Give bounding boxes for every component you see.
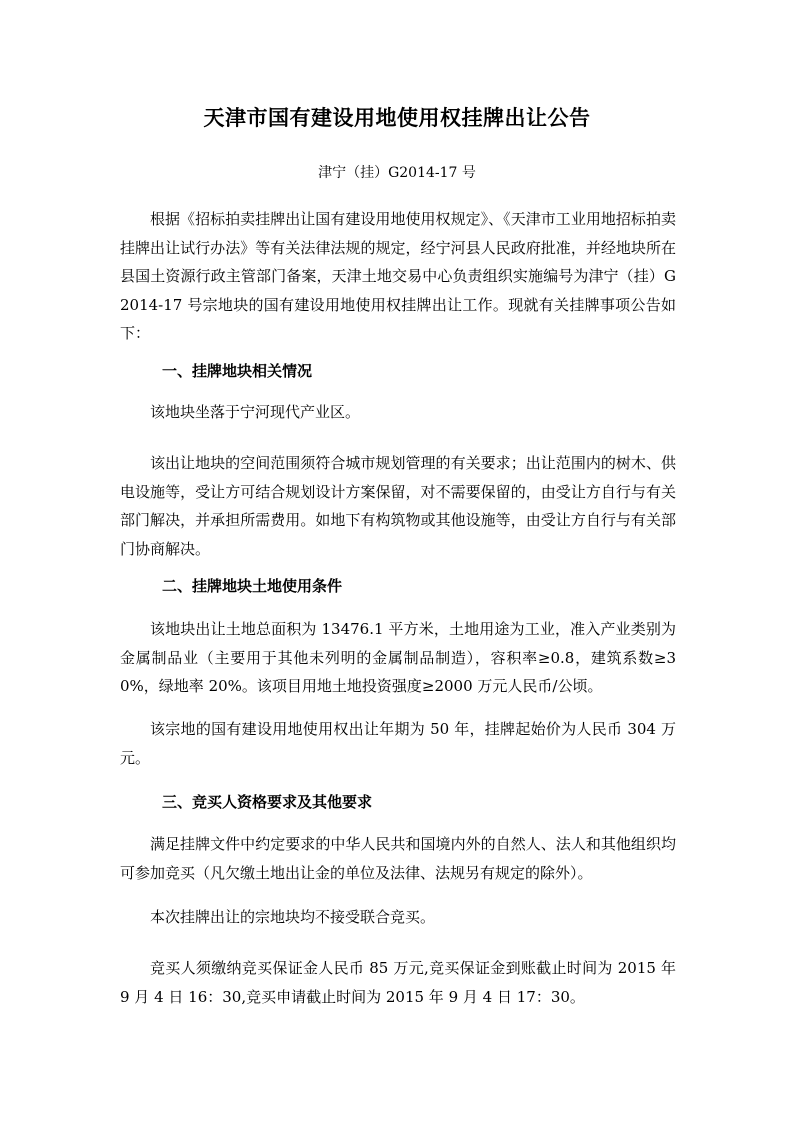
document-number: 津宁（挂）G2014-17 号 [318,165,476,181]
section-3-heading: 三、竞买人资格要求及其他要求 [162,793,373,811]
section-3-paragraph-2: 本次挂牌出让的宗地块均不接受联合竞买。 [150,908,436,926]
page-title: 天津市国有建设用地使用权挂牌出让公告 [203,105,591,130]
section-2-paragraph-2: 该宗地的国有建设用地使用权出让年期为 50 年，挂牌起始价为人民币 304 万元。 [120,720,676,767]
intro-paragraph: 根据《招标拍卖挂牌出让国有建设用地使用权规定》、《天津市工业用地招标拍卖挂牌出让试行办法》等有关法律法规的规定，经宁河县人民政府批准，并经地块所在县国土资源行政主管部门备案，天津土地交易中心负责组织实施编号为津宁（挂）G2014-17 号宗地块的国有建设用地使用权挂牌出让工作。现就有关挂牌事项公告如下： [120,210,676,342]
section-2-paragraph-1: 该地块出让土地总面积为 13476.1 平方米，土地用途为工业，准入产业类别为金属制品业（主要用于其他未列明的金属制品制造），容积率≥0.8，建筑系数≥30%，绿地率 20%。该项目用地土地投资强度≥2000 万元人民币/公顷。 [120,620,676,695]
section-2-heading: 二、挂牌地块土地使用条件 [162,577,343,595]
section-1-heading: 一、挂牌地块相关情况 [162,362,313,380]
section-3-paragraph-3: 竞买人须缴纳竞买保证金人民币 85 万元,竞买保证金到账截止时间为 2015 年 9 月 4 日 16：30,竞买申请截止时间为 2015 年 9 月 4 日 17：30。 [120,959,676,1006]
section-1-paragraph-2: 该出让地块的空间范围须符合城市规划管理的有关要求；出让范围内的树木、供电设施等，受让方可结合规划设计方案保留，对不需要保留的，由受让方自行与有关部门解决，并承担所需费用。如地下有构筑物或其他设施等，由受让方自行与有关部门协商解决。 [120,454,676,558]
section-3-paragraph-1: 满足挂牌文件中约定要求的中华人民共和国境内外的自然人、法人和其他组织均可参加竞买（凡欠缴土地出让金的单位及法律、法规另有规定的除外）。 [120,835,676,882]
section-1-paragraph-1: 该地块坐落于宁河现代产业区。 [150,403,361,421]
